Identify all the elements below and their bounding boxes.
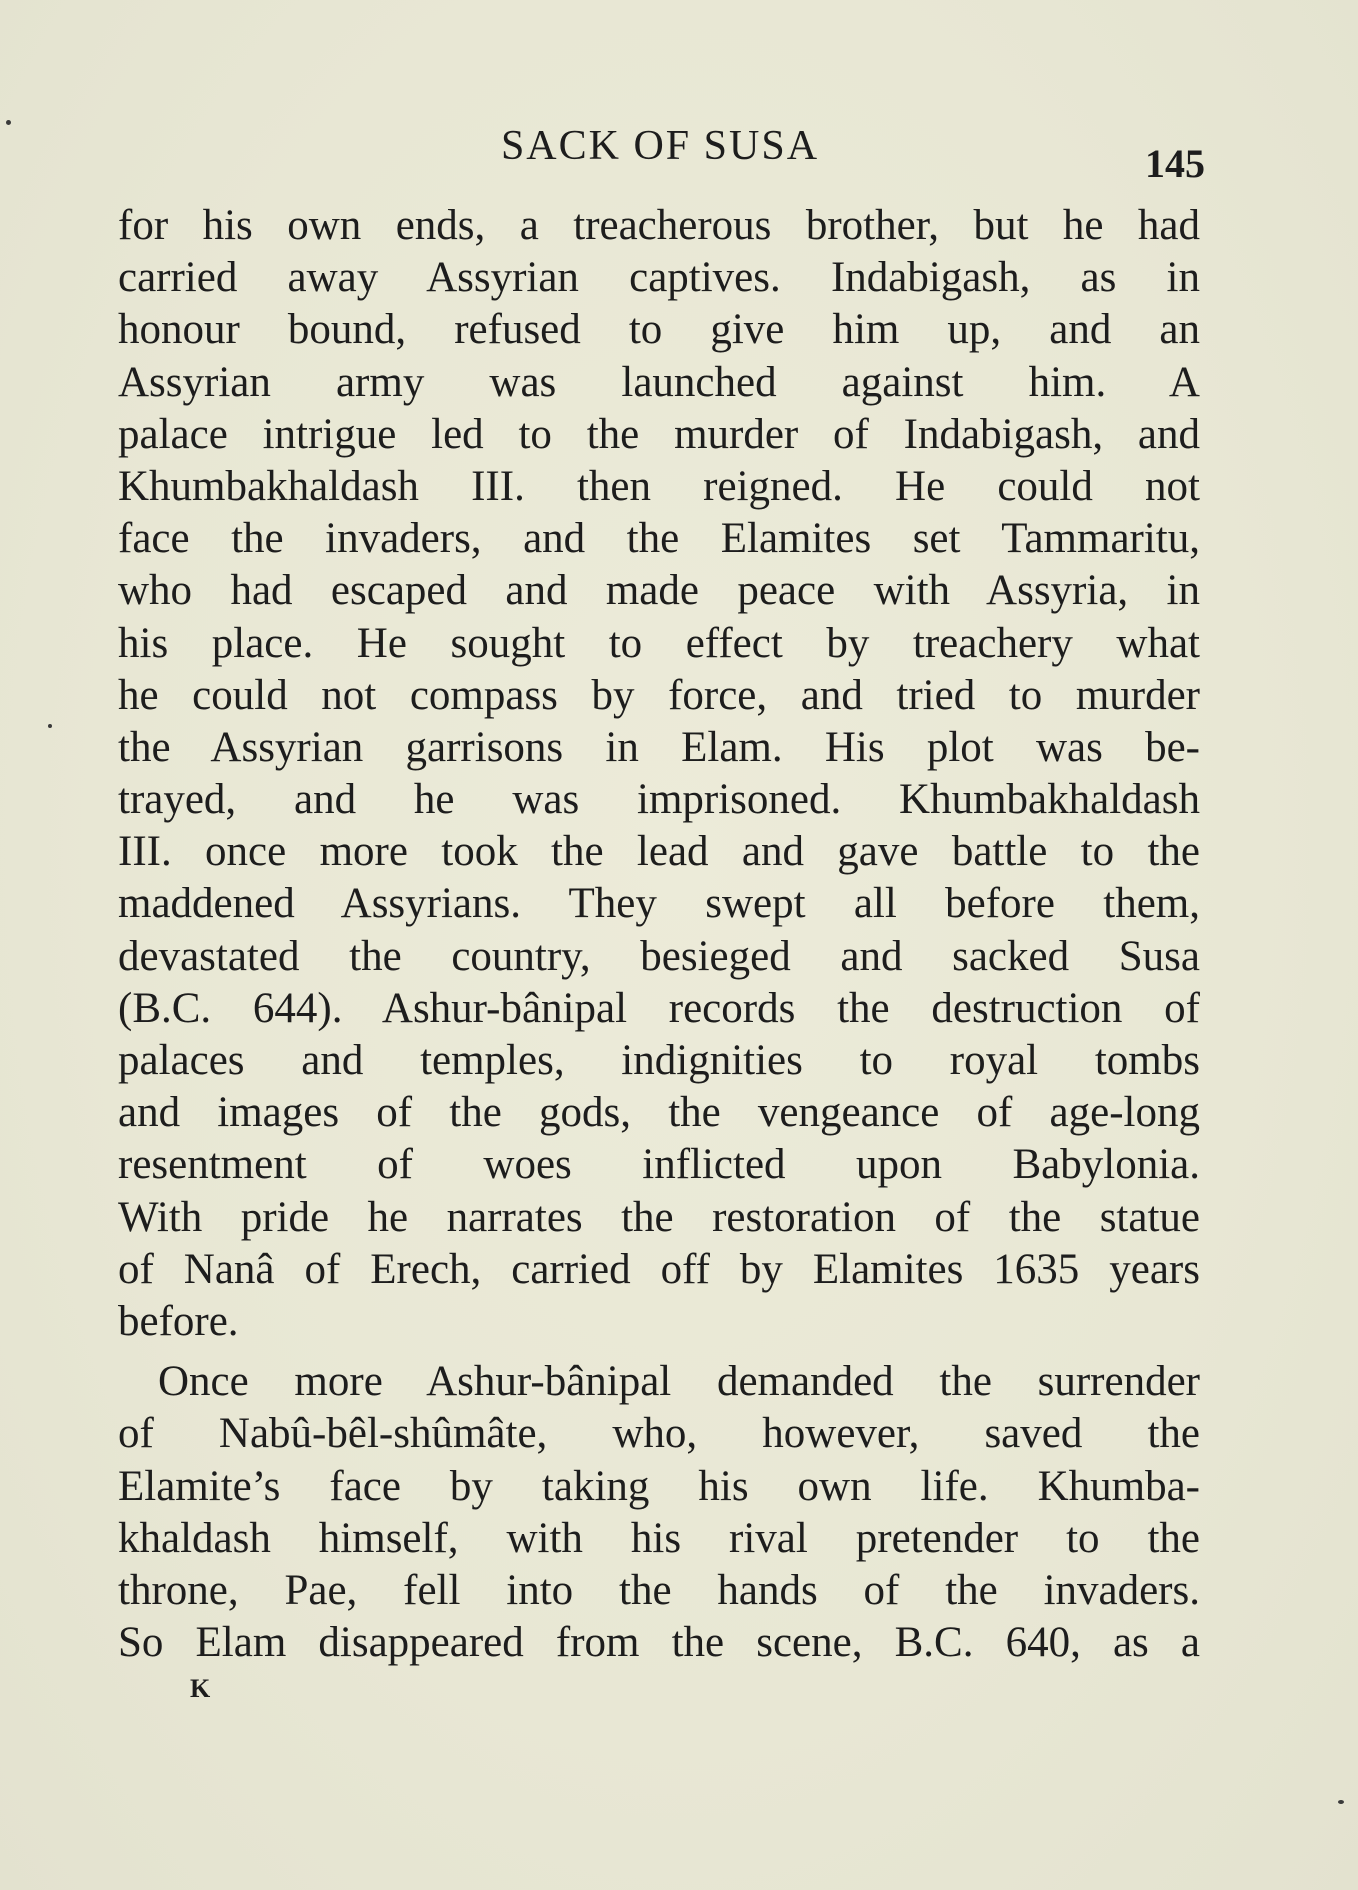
text-line: devastated the country, besieged and sacked Susa	[118, 932, 1200, 980]
text-line: he could not compass by force, and tried to murder	[118, 671, 1200, 719]
text-line: maddened Assyrians. They swept all before them,	[118, 880, 1200, 928]
text-line: of Nabû-bêl-shûmâte, who, however, saved the	[118, 1410, 1200, 1458]
text-line: face the invaders, and the Elamites set Tammaritu,	[118, 515, 1200, 563]
text-line: trayed, and he was imprisoned. Khumbakhaldash	[118, 776, 1200, 824]
text-line: who had escaped and made peace with Assyria, in	[118, 567, 1200, 615]
text-line: of Nanâ of Erech, carried off by Elamites 1635 years	[118, 1245, 1200, 1293]
text-line: With pride he narrates the restoration of the statue	[118, 1193, 1200, 1241]
body-text	[118, 200, 1200, 1669]
text-line: (B.C. 644). Ashur-bânipal records the destruction of	[118, 984, 1200, 1032]
paper-speck	[1338, 1800, 1344, 1804]
text-line: Khumbakhaldash III. then reigned. He could not	[118, 462, 1200, 510]
text-line: throne, Pae, fell into the hands of the invaders.	[118, 1566, 1200, 1614]
text-line: Elamite’s face by taking his own life. Khumba-	[118, 1462, 1200, 1510]
paragraph	[118, 1356, 1200, 1669]
text-line: before.	[118, 1297, 239, 1345]
running-head	[115, 122, 1205, 186]
text-line: honour bound, refused to give him up, and an	[118, 306, 1200, 354]
text-line: for his own ends, a treacherous brother, but he had	[118, 202, 1200, 249]
text-line: and images of the gods, the vengeance of age-long	[118, 1089, 1200, 1137]
text-line: his place. He sought to effect by treachery what	[118, 619, 1200, 667]
text-line: the Assyrian garrisons in Elam. His plot was be-	[118, 723, 1200, 771]
text-line: III. once more took the lead and gave battle to the	[118, 828, 1200, 876]
text-line: resentment of woes inflicted upon Babylonia.	[118, 1141, 1200, 1189]
text-line: palace intrigue led to the murder of Indabigash, and	[118, 410, 1200, 458]
page-title: SACK OF SUSA	[500, 123, 820, 169]
text-line: palaces and temples, indignities to royal tombs	[118, 1037, 1200, 1084]
paper-speck	[48, 724, 52, 728]
text-line: carried away Assyrian captives. Indabigash, as in	[118, 254, 1200, 302]
text-line: So Elam disappeared from the scene, B.C. 640, as a	[118, 1619, 1200, 1667]
paper-speck	[6, 120, 11, 125]
paragraph	[118, 200, 1200, 1348]
text-line: Assyrian army was launched against him. A	[118, 358, 1200, 406]
text-line: Once more Ashur-bânipal demanded the surrender	[158, 1358, 1200, 1406]
signature-mark: K	[190, 1674, 212, 1703]
page-number: 145	[1145, 141, 1205, 186]
text-line: khaldash himself, with his rival pretender to the	[118, 1514, 1200, 1562]
